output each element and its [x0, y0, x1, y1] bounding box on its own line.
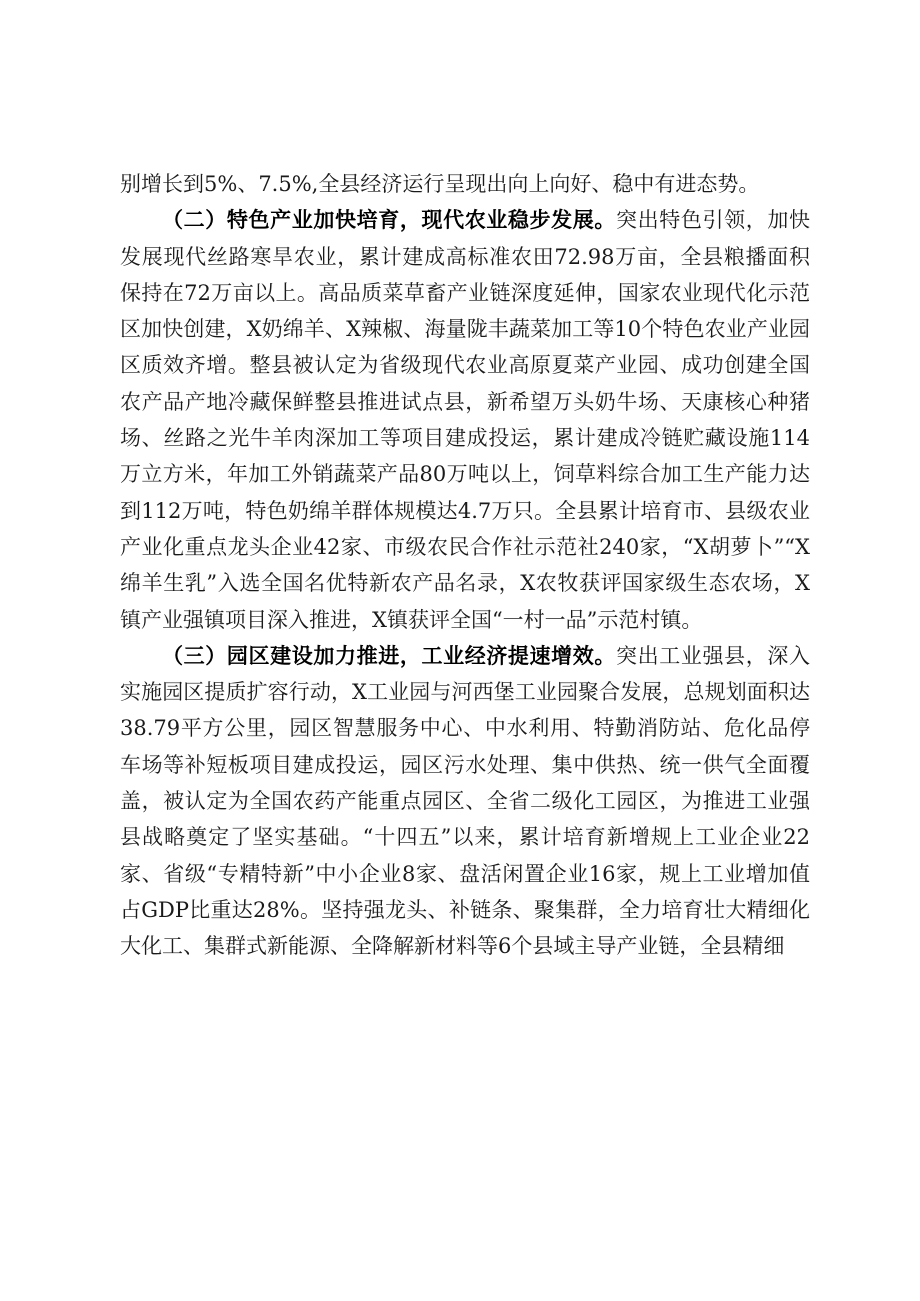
- section-heading-agriculture: （二）特色产业加快培育，现代农业稳步发展。: [162, 207, 617, 233]
- paragraph-growth-summary: [120, 166, 810, 202]
- section-heading-industry: （三）园区建设加力推进，工业经济提速增效。: [162, 642, 617, 668]
- paragraph-industry: [120, 638, 810, 965]
- paragraph-agriculture: [120, 202, 810, 638]
- paragraph-text: 突出特色引领，加快发展现代丝路寒旱农业，累计建成高标准农田72.98万亩，全县粮播面积保持在72万亩以上。高品质菜草畜产业链深度延伸，国家农业现代化示范区加快创建，X奶绵羊、X辣椒、海量陇丰蔬菜加工等10个特色农业产业园区质效齐增。整县被认定为省级现代农业高原夏菜产业园、成功创建全国农产品产地冷藏保鲜整县推进试点县，新希望万头奶牛场、天康核心种猪场、丝路之光牛羊肉深加工等项目建成投运，累计建成冷链贮藏设施114万立方米，年加工外销蔬菜产品80万吨以上，饲草料综合加工生产能力达到112万吨，特色奶绵羊群体规模达4.7万只。全县累计培育市、县级农业产业化重点龙头企业42家、市级农民合作社示范社240家，“X胡萝卜”“X绵羊生乳”入选全国名优特新农产品名录，X农牧获评国家级生态农场，X镇产业强镇项目深入推进，X镇获评全国“一村一品”示范村镇。: [120, 208, 811, 632]
- paragraph-text: 别增长到5%、7.5%,全县经济运行呈现出向上向好、稳中有进态势。: [120, 172, 760, 196]
- paragraph-text: 突出工业强县，深入实施园区提质扩容行动，X工业园与河西堡工业园聚合发展，总规划面积达38.79平方公里，园区智慧服务中心、中水利用、特勤消防站、危化品停车场等补短板项目建成投运，园区污水处理、集中供热、统一供气全面覆盖，被认定为全国农药产能重点园区、全省二级化工园区，为推进工业强县战略奠定了坚实基础。“十四五”以来，累计培育新增规上工业企业22家、省级“专精特新”中小企业8家、盘活闲置企业16家，规上工业增加值占GDP比重达28%。坚持强龙头、补链条、聚集群，全力培育壮大精细化大化工、集群式新能源、全降解新材料等6个县域主导产业链，全县精细: [120, 643, 811, 959]
- document-body: [120, 166, 810, 965]
